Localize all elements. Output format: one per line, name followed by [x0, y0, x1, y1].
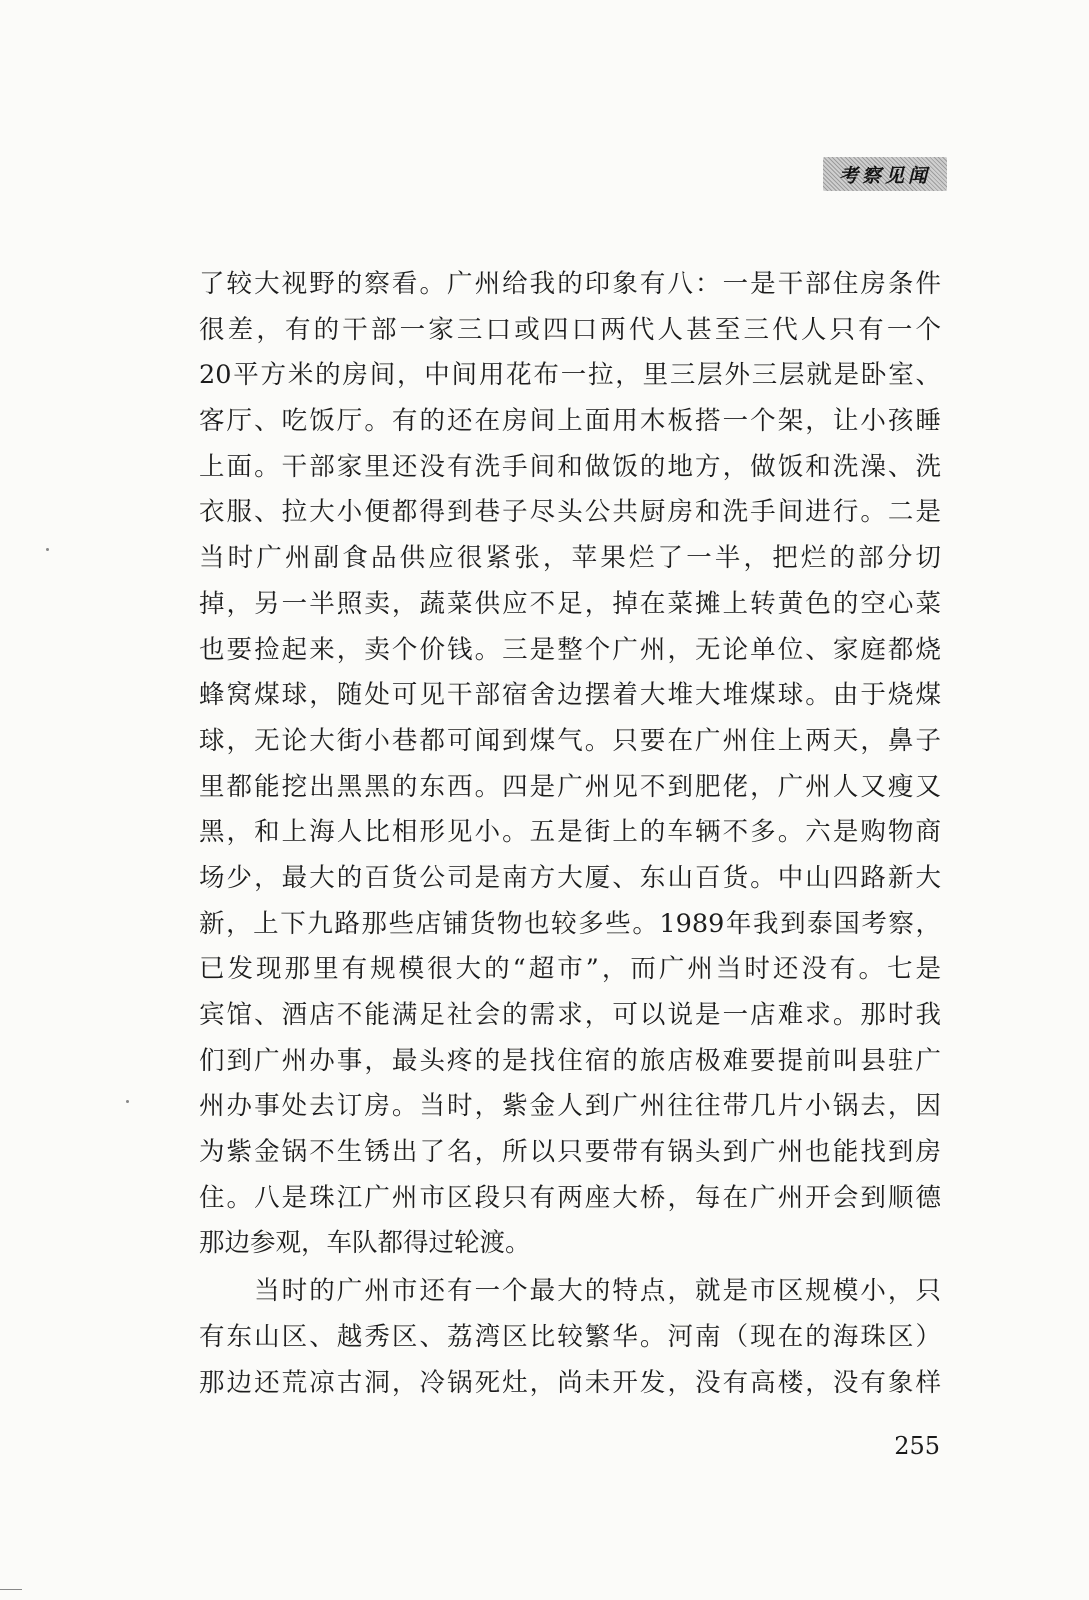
- text-line: 州办事处去订房。当时，紫金人到广州往往带几片小锅去，因: [199, 1091, 941, 1122]
- text-line: 也要捡起来，卖个价钱。三是整个广州，无论单位、家庭都烧: [199, 634, 941, 665]
- running-head-title: 考察见闻: [838, 165, 931, 187]
- text-line: 已发现那里有规模很大的“超市”，而广州当时还没有。七是: [199, 954, 941, 985]
- text-line: 掉，另一半照卖，蔬菜供应不足，掉在菜摊上转黄色的空心菜: [199, 588, 941, 619]
- scan-speck: [46, 548, 49, 551]
- paragraph-2: [199, 1269, 941, 1406]
- text-line: 当时的广州市还有一个最大的特点，就是市区规模小，只: [199, 1276, 941, 1307]
- text-line: 住。八是珠江广州市区段只有两座大桥，每在广州开会到顺德: [199, 1182, 941, 1213]
- running-head-tab: [823, 157, 947, 191]
- text-line: 宾馆、酒店不能满足社会的需求，可以说是一店难求。那时我: [199, 1000, 941, 1030]
- text-line: 客厅、吃饭厅。有的还在房间上面用木板搭一个架，让小孩睡: [199, 406, 941, 437]
- text-line: 当时广州副食品供应很紧张，苹果烂了一半，把烂的部分切: [199, 543, 941, 574]
- paragraph-1: [199, 262, 941, 1267]
- text-line: 黑，和上海人比相形见小。五是街上的车辆不多。六是购物商: [199, 817, 941, 848]
- body-text: [199, 262, 941, 1406]
- text-line: 为紫金锅不生锈出了名，所以只要带有锅头到广州也能找到房: [199, 1137, 941, 1168]
- text-line: 球，无论大街小巷都可闻到煤气。只要在广州住上两天，鼻子: [199, 725, 941, 756]
- text-line: 里都能挖出黑黑的东西。四是广州见不到肥佬，广州人又瘦又: [199, 771, 941, 802]
- text-line: 了较大视野的察看。广州给我的印象有八：一是干部住房条件: [199, 269, 941, 299]
- text-line: 们到广州办事，最头疼的是找住宿的旅店极难要提前叫县驻广: [199, 1045, 941, 1076]
- scan-speck: [126, 1100, 129, 1103]
- text-line: 那边参观，车队都得过轮渡。: [199, 1228, 531, 1259]
- text-line: 20平方米的房间，中间用花布一拉，里三层外三层就是卧室、: [199, 360, 941, 391]
- text-line: 场少，最大的百货公司是南方大厦、东山百货。中山四路新大: [199, 862, 941, 893]
- text-line: 上面。干部家里还没有洗手间和做饭的地方，做饭和洗澡、洗: [199, 451, 941, 482]
- text-line: 蜂窝煤球，随处可见干部宿舍边摆着大堆大堆煤球。由于烧煤: [199, 680, 941, 711]
- text-line: 衣服、拉大小便都得到巷子尽头公共厨房和洗手间进行。二是: [199, 497, 941, 528]
- text-line: 那边还荒凉古洞，冷锅死灶，尚未开发，没有高楼，没有象样: [199, 1367, 941, 1398]
- text-line: 很差，有的干部一家三口或四口两代人甚至三代人只有一个: [199, 314, 941, 345]
- text-line: 有东山区、越秀区、荔湾区比较繁华。河南（现在的海珠区）: [199, 1321, 941, 1352]
- page-number: 255: [894, 1432, 940, 1460]
- text-line: 新，上下九路那些店铺货物也较多些。1989年我到泰国考察，: [199, 908, 941, 939]
- scan-corner-mark: [0, 1583, 22, 1590]
